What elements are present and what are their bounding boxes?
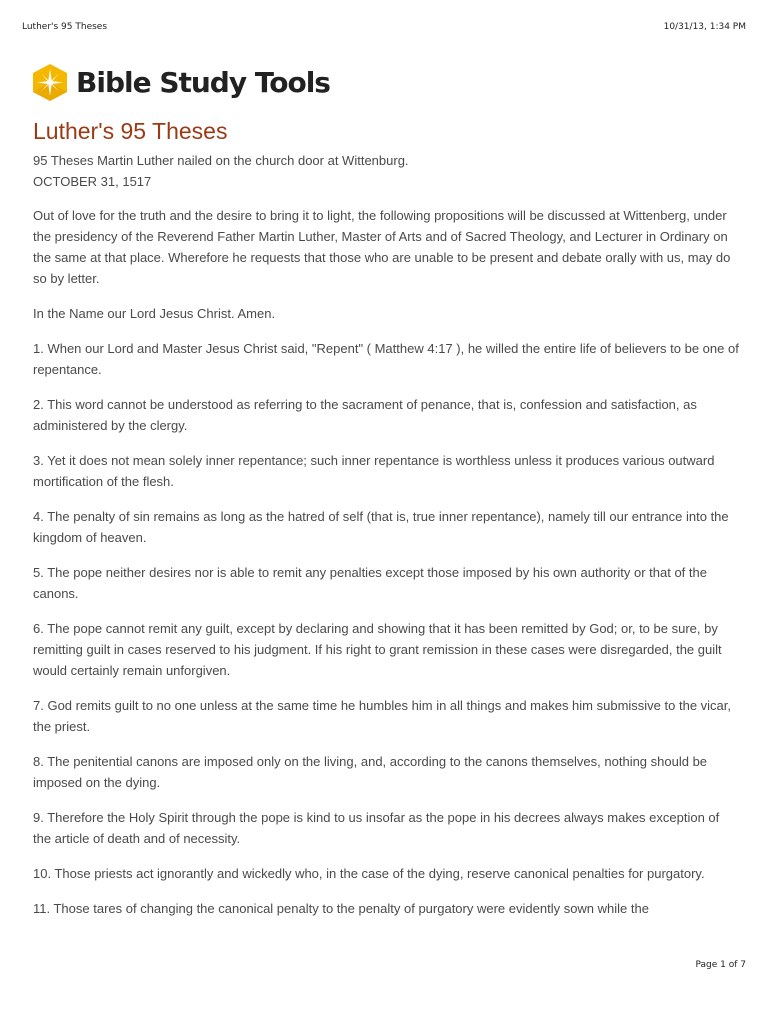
thesis-paragraph: 10. Those priests act ignorantly and wickedly who, in the case of the dying, reserve canonical penalties for purgatory. — [33, 866, 705, 881]
article-body — [33, 205, 739, 933]
thesis-paragraph: 8. The penitential canons are imposed only on the living, and, according to the canons themselves, nothing should be imposed on the dying. — [33, 754, 708, 790]
thesis-paragraph: 11. Those tares of changing the canonical penalty to the penalty of purgatory were evidently sown while the — [33, 901, 649, 916]
thesis-paragraph: 5. The pope neither desires nor is able to remit any penalties except those imposed by his own authority or that of the canons. — [33, 565, 707, 601]
bible-study-tools-star-icon — [33, 64, 67, 101]
intro-paragraph: Out of love for the truth and the desire to bring it to light, the following propositions will be discussed at Wittenberg, under the presidency of the Reverend Father Martin Luther, Master of Arts and of Sacred Theology, and Lecturer in Ordinary on the same at that place. Wherefore he requests that those who are unable to be present and debate orally with us, may do so by letter. — [33, 208, 731, 286]
thesis-paragraph: 4. The penalty of sin remains as long as the hatred of self (that is, true inner repentance), namely till our entrance into the kingdom of heaven. — [33, 509, 729, 545]
thesis-paragraph: 9. Therefore the Holy Spirit through the pope is kind to us insofar as the pope in his decrees always makes exception of the article of death and of necessity. — [33, 810, 720, 846]
page-title: Luther's 95 Theses — [33, 118, 228, 144]
subtitle-description: 95 Theses Martin Luther nailed on the church door at Wittenburg. — [33, 153, 409, 168]
thesis-paragraph: 3. Yet it does not mean solely inner repentance; such inner repentance is worthless unless it produces various outward mortification of the flesh. — [33, 453, 715, 489]
logo-text: Bible Study Tools — [76, 66, 330, 99]
thesis-paragraph: 7. God remits guilt to no one unless at the same time he humbles him in all things and makes him submissive to the vicar, the priest. — [33, 698, 732, 734]
article-subtitle — [33, 150, 409, 192]
print-header — [22, 22, 746, 32]
thesis-paragraph: 1. When our Lord and Master Jesus Christ said, "Repent" ( Matthew 4:17 ), he willed the entire life of believers to be one of repentance. — [33, 341, 739, 377]
subtitle-date: OCTOBER 31, 1517 — [33, 174, 152, 189]
thesis-paragraph: 2. This word cannot be understood as referring to the sacrament of penance, that is, confession and satisfaction, as administered by the clergy. — [33, 397, 697, 433]
invocation-paragraph: In the Name our Lord Jesus Christ. Amen. — [33, 306, 276, 321]
page-number: Page 1 of 7 — [695, 960, 746, 970]
site-logo[interactable] — [33, 64, 330, 101]
print-header-title: Luther's 95 Theses — [22, 22, 108, 32]
thesis-paragraph: 6. The pope cannot remit any guilt, except by declaring and showing that it has been remitted by God; or, to be sure, by remitting guilt in cases reserved to his judgment. If his right to grant remission in these cases were disregarded, the guilt would certainly remain unforgiven. — [33, 621, 722, 678]
print-header-datetime: 10/31/13, 1:34 PM — [663, 22, 746, 32]
